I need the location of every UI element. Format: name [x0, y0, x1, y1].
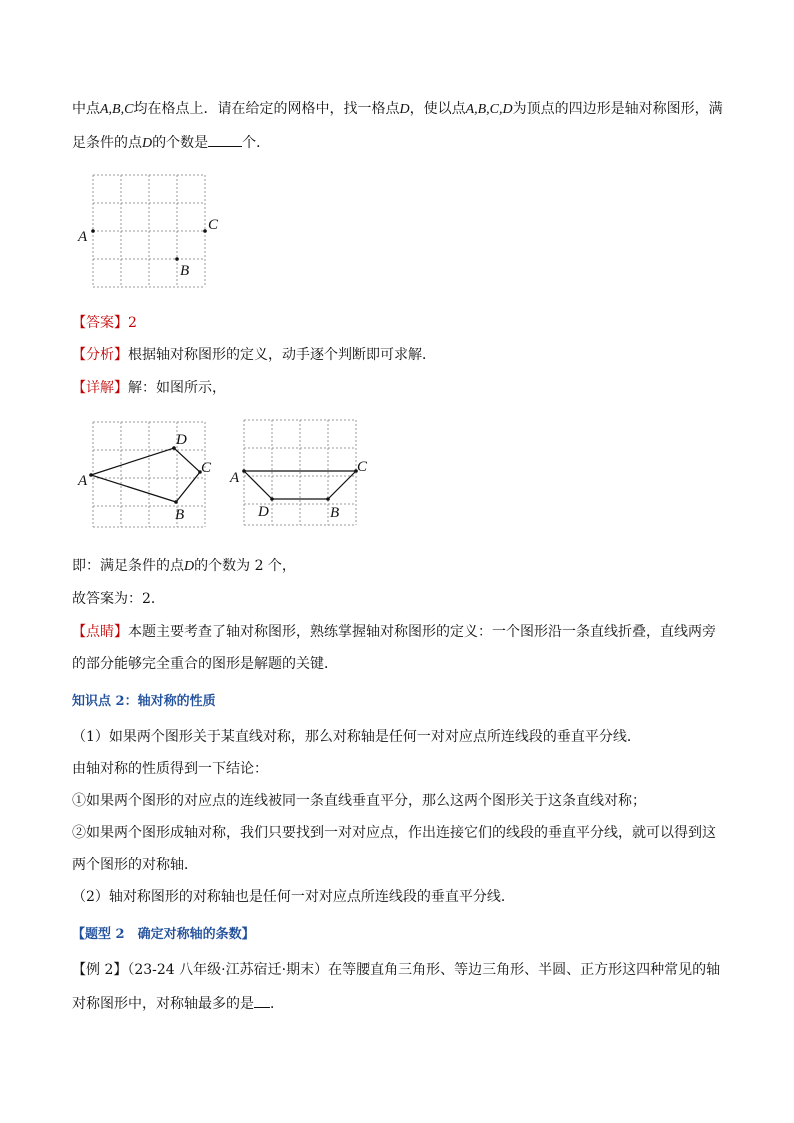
left-label-c: C	[201, 460, 212, 476]
example-line-2: 对称图形中，对称轴最多的是 ．	[72, 993, 284, 1014]
section-title: 知识点 2：轴对称的性质	[72, 694, 216, 709]
conclusion-line: 即：满足条件的点D的个数为 2 个，	[72, 558, 296, 574]
right-label-b: B	[330, 505, 340, 521]
property-1: （1）如果两个图形关于某直线对称，那么对称轴是任何一对对应点所连线段的垂直平分线．	[72, 729, 641, 745]
point-a	[91, 229, 95, 233]
right-label-c: C	[357, 459, 368, 475]
final-answer-line: 故答案为：2．	[72, 591, 165, 607]
kite-shape	[91, 448, 200, 502]
left-label-d: D	[176, 432, 187, 448]
label-a: A	[78, 229, 88, 245]
answer-line: 【答案】2	[72, 315, 137, 331]
point-c	[203, 229, 207, 233]
question-type-title: 【题型 2 确定对称轴的条数】	[72, 927, 255, 942]
property-2: 由轴对称的性质得到一下结论：	[72, 761, 268, 777]
solution-figure-right	[228, 416, 378, 526]
analysis-line: 【分析】根据轴对称图形的定义，动手逐个判断即可求解．	[72, 347, 436, 363]
point-b	[175, 257, 179, 261]
answer-blank	[208, 132, 242, 147]
property-5: 两个图形的对称轴．	[72, 857, 198, 873]
grid-figure-1	[72, 168, 232, 292]
solution-figure-left	[72, 418, 232, 534]
property-6: （2）轴对称图形的对称轴也是任何一对对应点所连线段的垂直平分线．	[72, 889, 515, 905]
comment-line-1: 【点睛】本题主要考查了轴对称图形，熟练掌握轴对称图形的定义：一个图形沿一条直线折叠，直线两旁	[72, 624, 716, 640]
property-3: ①如果两个图形的对应点的连线被同一条直线垂直平分，那么这两个图形关于这条直线对称；	[72, 793, 646, 809]
label-b: B	[180, 263, 190, 279]
detail-line: 【详解】解：如图所示，	[72, 380, 226, 396]
label-c: C	[208, 217, 219, 233]
right-label-d: D	[258, 504, 269, 520]
example-blank	[254, 993, 270, 1008]
comment-line-2: 的部分能够完全重合的图形是解题的关键．	[72, 656, 338, 672]
problem-line-2: 足条件的点D的个数是 个．	[72, 132, 270, 154]
example-line-1: 【例 2】（23-24 八年级·江苏宿迁·期末）在等腰直角三角形、等边三角形、半圆、正方形这四种常见的轴	[72, 962, 721, 978]
property-4: ②如果两个图形成轴对称，我们只要找到一对对应点，作出连接它们的线段的垂直平分线，就可以得到这	[72, 825, 716, 841]
left-label-a: A	[78, 473, 88, 489]
left-label-b: B	[175, 507, 185, 523]
problem-line-1: 中点A,B,C均在格点上．请在给定的网格中，找一格点D，使以点A,B,C,D为顶点的四边形是轴对称图形，满	[72, 101, 723, 117]
right-label-a: A	[230, 470, 240, 486]
